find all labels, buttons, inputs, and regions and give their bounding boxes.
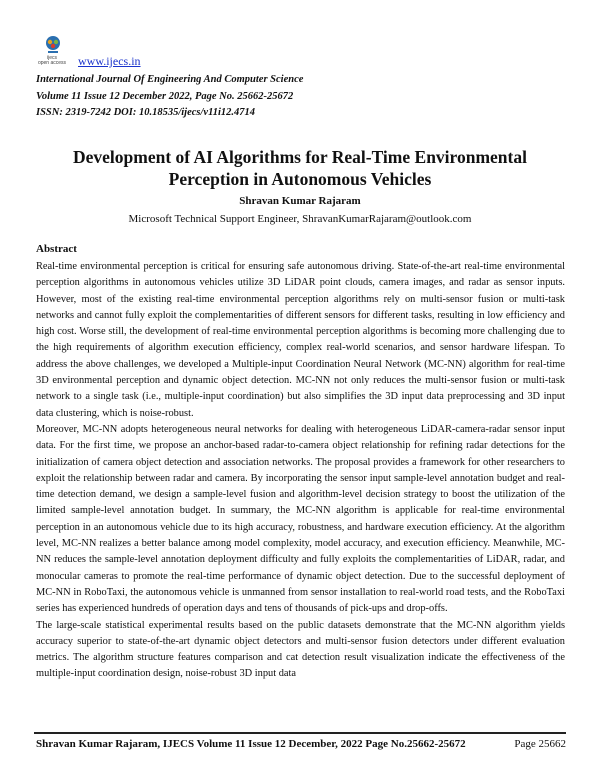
abstract-paragraph: Moreover, MC-NN adopts heterogeneous neural networks for dealing with heterogeneous LiDAR-camera-radar sensor input data. For the first time, we propose an anchor-based radar-to-camera object relationship for refining radar detections for the initialization of camera object detection and association networks. The proposal provides a framework for other researchers to exploit the relationship between radar and camera. By incorporating the sensor input sample-level annotation budget and real-time detection demand, we design a sample-level fusion and algorithm-level decision strategy to boost the utilization of the limited sample-level annotation budget. In summary, the MC-NN algorithm is applicable for real-time environmental perception in an autonomous vehicle due to its high accuracy, robustness, and hardware execution efficiency. At the algorithm level, MC-NN realizes a better balance among model complexity, model accuracy, and execution efficiency. Meanwhile, MC-NN reduces the sample-level annotation deployment difficulty and fully exploits the complementarities of LiDAR, radar, and monocular cameras to promote the real-time performance of dynamic object detection. Due to the successful deployment of MC-NN in RoboTaxi, the autonomous vehicle is unmanned from sensor installation to real-world road tests, and the RoboTaxi series has experienced hundreds of operation days and tens of thousands of pick-ups and drop-offs. xyxy=(36,423,565,615)
issn-line: ISSN: 2319-7242 DOI: 10.18535/ijecs/v11i12.4714 xyxy=(36,107,256,118)
title-line-2: Perception in Autonomous Vehicles xyxy=(168,169,432,189)
title-line-1: Development of AI Algorithms for Real-Time Environmental xyxy=(72,147,527,167)
page-number: Page 25662 xyxy=(514,738,566,750)
author-affiliation: Microsoft Technical Support Engineer, ShravanKumarRajaram@outlook.com xyxy=(128,213,472,225)
logo-label: ijecs xyxy=(46,55,57,61)
author-name: Shravan Kumar Rajaram xyxy=(239,195,361,207)
abstract-paragraph: Real-time environmental perception is critical for ensuring safe autonomous driving. State-of-the-art real-time environmental perception algorithms in autonomous vehicles utilize 3D LiDAR point clouds, camera images, and radar as sensor inputs. However, most of the existing real-time environmental perception algorithms rely on multi-sensor fusion or multi-task networks and cannot fully exploit the complementarities of different sensors for different tasks, resulting in low efficiency and high cost. Worse still, the development of real-time environmental perception algorithms is becoming more challenging due to the high requirements of algorithm execution efficiency, complex real-world scenarios, and sensor hardware lifespan. To address the above challenges, we developed a Multiple-input Coordination Neural Network (MC-NN) algorithm for real-time 3D environmental perception and dynamic object detection. MC-NN not only reduces the multi-sensor fusion or multi-task network to a single task (i.e., multiple-input coordination) but also simplifies the 3D input data preprocessing and 3D input data clustering, which is noise-robust. xyxy=(36,261,565,419)
footer-citation: Shravan Kumar Rajaram, IJECS Volume 11 Issue 12 December, 2022 Page No.25662-25672 xyxy=(36,738,466,750)
page-footer xyxy=(36,738,566,750)
journal-website-link[interactable]: www.ijecs.in xyxy=(78,54,141,68)
journal-info xyxy=(36,72,303,122)
abstract-body xyxy=(36,259,565,683)
paper-title xyxy=(40,146,560,190)
volume-line: Volume 11 Issue 12 December 2022, Page No. 25662-25672 xyxy=(36,90,294,102)
logo-caption xyxy=(36,56,68,66)
footer-divider xyxy=(34,732,566,734)
journal-name: International Journal Of Engineering And Computer Science xyxy=(36,74,304,85)
abstract-heading: Abstract xyxy=(36,243,77,255)
abstract-paragraph: The large-scale statistical experimental results based on the public datasets demonstrate that the MC-NN algorithm yields accuracy superior to state-of-the-art dynamic object detectors and multi-sensor fusion detectors under different evaluation metrics. The algorithm structure features comparison and cat detection result visualization indicate the effectiveness of the multiple-input coordination design, noise-robust 3D input data xyxy=(36,619,565,680)
logo-sublabel: open access xyxy=(37,60,67,66)
